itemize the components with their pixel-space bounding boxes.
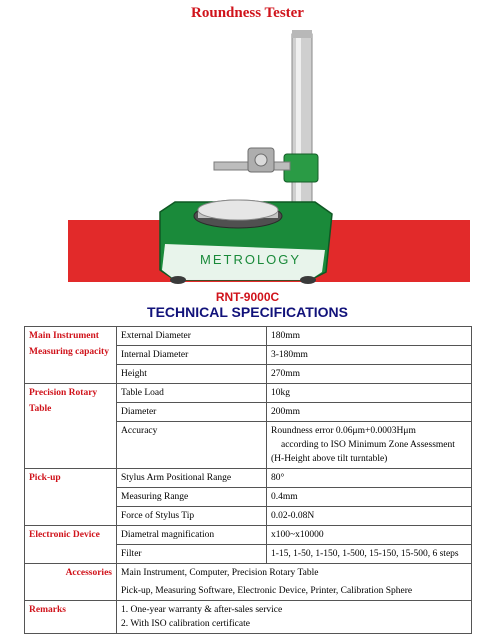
param-cell: Table Load (117, 384, 267, 403)
param-cell: Accuracy (117, 422, 267, 469)
category-main-instrument: Main Instrument Measuring capacity (25, 327, 117, 384)
category-remarks: Remarks (25, 601, 117, 634)
spec-table (24, 326, 472, 634)
category-electronic-device: Electronic Device (25, 526, 117, 564)
value-cell: 1-15, 1-50, 1-150, 1-500, 15-150, 15-500, 6 steps (267, 545, 472, 564)
category-pickup: Pick-up (25, 469, 117, 526)
value-cell: 270mm (267, 365, 472, 384)
remarks-cell: 1. One-year warranty & after-sales service 2. With ISO calibration certificate (117, 601, 472, 634)
param-cell: Measuring Range (117, 488, 267, 507)
param-cell: Diameter (117, 403, 267, 422)
spec-heading: TECHNICAL SPECIFICATIONS (147, 304, 348, 320)
accessories-cell: Main Instrument, Computer, Precision Rotary Table Pick-up, Measuring Software, Electronic Device, Printer, Calibration Sphere (117, 564, 472, 601)
param-cell: Diametral magnification (117, 526, 267, 545)
value-cell: 180mm (267, 327, 472, 346)
product-photo (0, 24, 495, 286)
table-row (25, 384, 472, 403)
value-cell: 0.4mm (267, 488, 472, 507)
param-cell: External Diameter (117, 327, 267, 346)
table-row (25, 469, 472, 488)
table-row (25, 526, 472, 545)
page-title: Roundness Tester (191, 5, 304, 21)
table-row (25, 601, 472, 634)
value-cell: 3-180mm (267, 346, 472, 365)
value-cell: 10kg (267, 384, 472, 403)
brand-logo: METROLOGY (200, 252, 302, 267)
table-row (25, 327, 472, 346)
value-cell: 200mm (267, 403, 472, 422)
value-cell: Roundness error 0.06μm+0.0003Hμm according to ISO Minimum Zone Assessment (H-Height above tilt turntable) (267, 422, 472, 469)
model-number: RNT-9000C (215, 290, 280, 304)
param-cell: Internal Diameter (117, 346, 267, 365)
param-cell: Stylus Arm Positional Range (117, 469, 267, 488)
table-row (25, 564, 472, 601)
category-accessories: Accessories (25, 564, 117, 601)
category-rotary-table: Precision Rotary Table (25, 384, 117, 469)
param-cell: Filter (117, 545, 267, 564)
value-cell: 0.02-0.08N (267, 507, 472, 526)
param-cell: Force of Stylus Tip (117, 507, 267, 526)
value-cell: 80° (267, 469, 472, 488)
value-cell: x100~x10000 (267, 526, 472, 545)
param-cell: Height (117, 365, 267, 384)
